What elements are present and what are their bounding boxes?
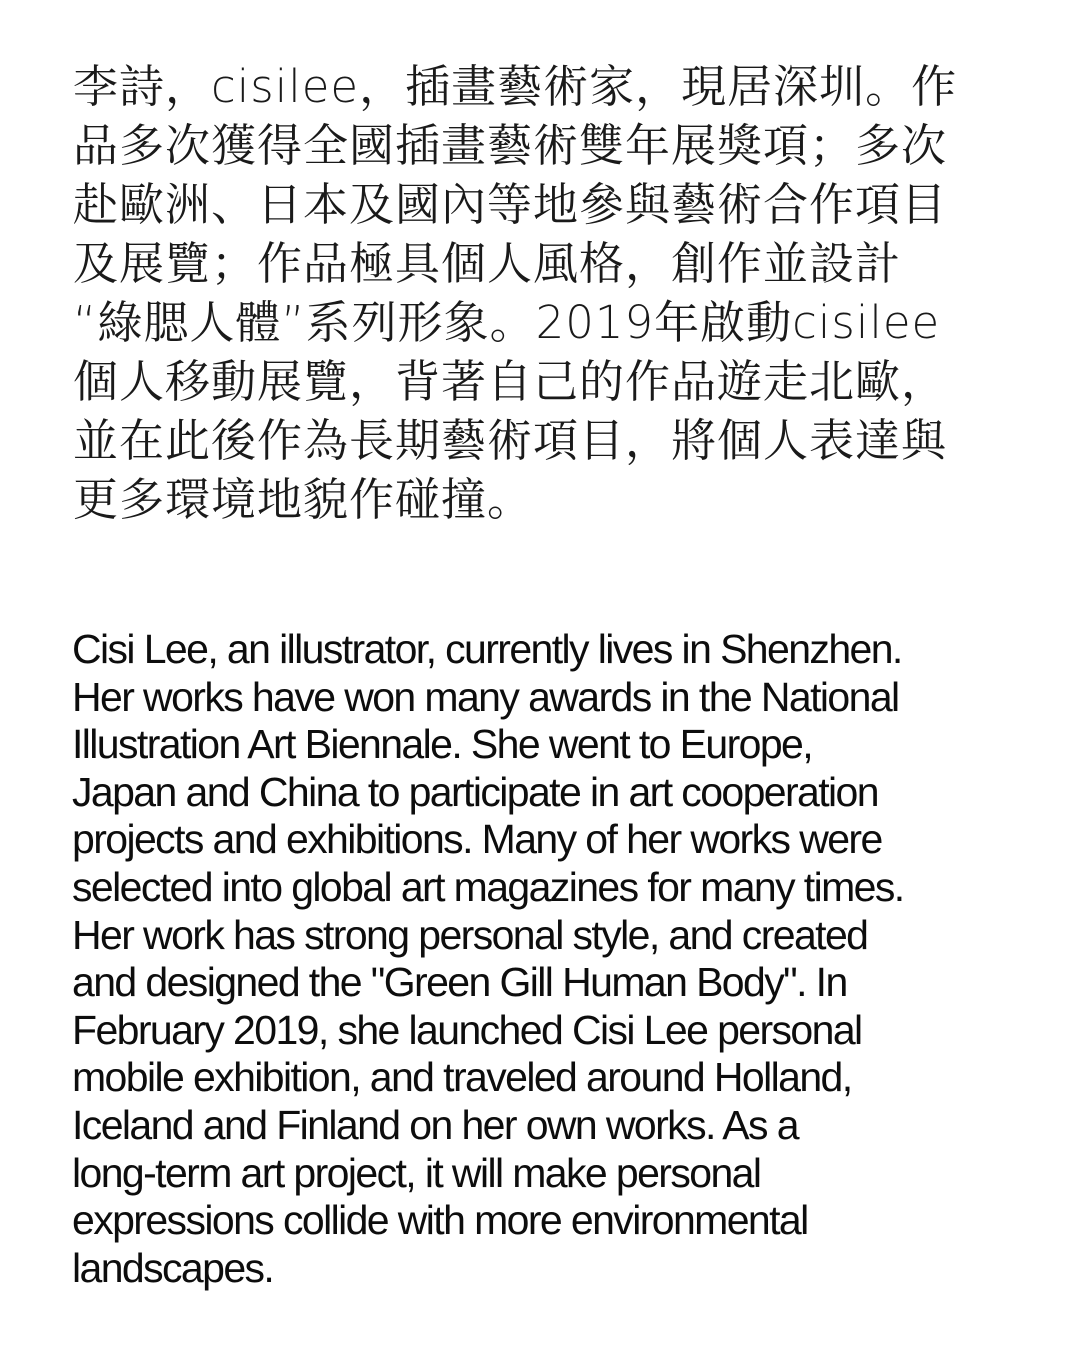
english-bio-line: Her works have won many awards in the National: [72, 673, 899, 720]
english-bio-line: Illustration Art Biennale. She went to Europe,: [72, 721, 813, 768]
english-bio-line: February 2019, she launched Cisi Lee personal: [72, 1006, 862, 1053]
english-bio-line: and designed the "Green Gill Human Body". In: [72, 959, 847, 1006]
chinese-bio-paragraph: [73, 57, 1013, 529]
chinese-bio-line: 個人移動展覽，背著自己的作品遊走北歐，: [73, 355, 948, 408]
english-bio-line: selected into global art magazines for many times.: [72, 863, 904, 910]
english-bio-line: projects and exhibitions. Many of her works were: [72, 816, 882, 863]
english-bio-line: long-term art project, it will make personal: [72, 1149, 761, 1196]
chinese-bio-line: 李詩，cisilee，插畫藝術家，現居深圳。作: [73, 60, 958, 113]
chinese-bio-line: 及展覽；作品極具個人風格，創作並設計: [73, 237, 902, 290]
english-bio-line: expressions collide with more environmental: [72, 1197, 808, 1244]
english-bio-line: Cisi Lee, an illustrator, currently lives in Shenzhen.: [72, 626, 902, 672]
english-bio-line: Japan and China to participate in art cooperation: [72, 768, 878, 815]
chinese-bio-line: “綠腮人體”系列形象。2019年啟動cisilee: [73, 296, 941, 349]
chinese-bio-line: 更多環境地貌作碰撞。: [73, 473, 534, 526]
chinese-bio-line: 品多次獲得全國插畫藝術雙年展獎項；多次: [73, 119, 948, 172]
chinese-bio-line: 赴歐洲、日本及國內等地參與藝術合作項目: [73, 178, 948, 231]
english-bio-line: Her work has strong personal style, and created: [72, 911, 868, 958]
english-bio-line: mobile exhibition, and traveled around Holland,: [72, 1054, 852, 1101]
english-bio-line: landscapes.: [72, 1244, 274, 1291]
english-bio-line: Iceland and Finland on her own works. As a: [72, 1101, 798, 1148]
english-bio-paragraph: [72, 626, 1032, 1292]
chinese-bio-line: 並在此後作為長期藝術項目，將個人表達與: [73, 414, 948, 467]
